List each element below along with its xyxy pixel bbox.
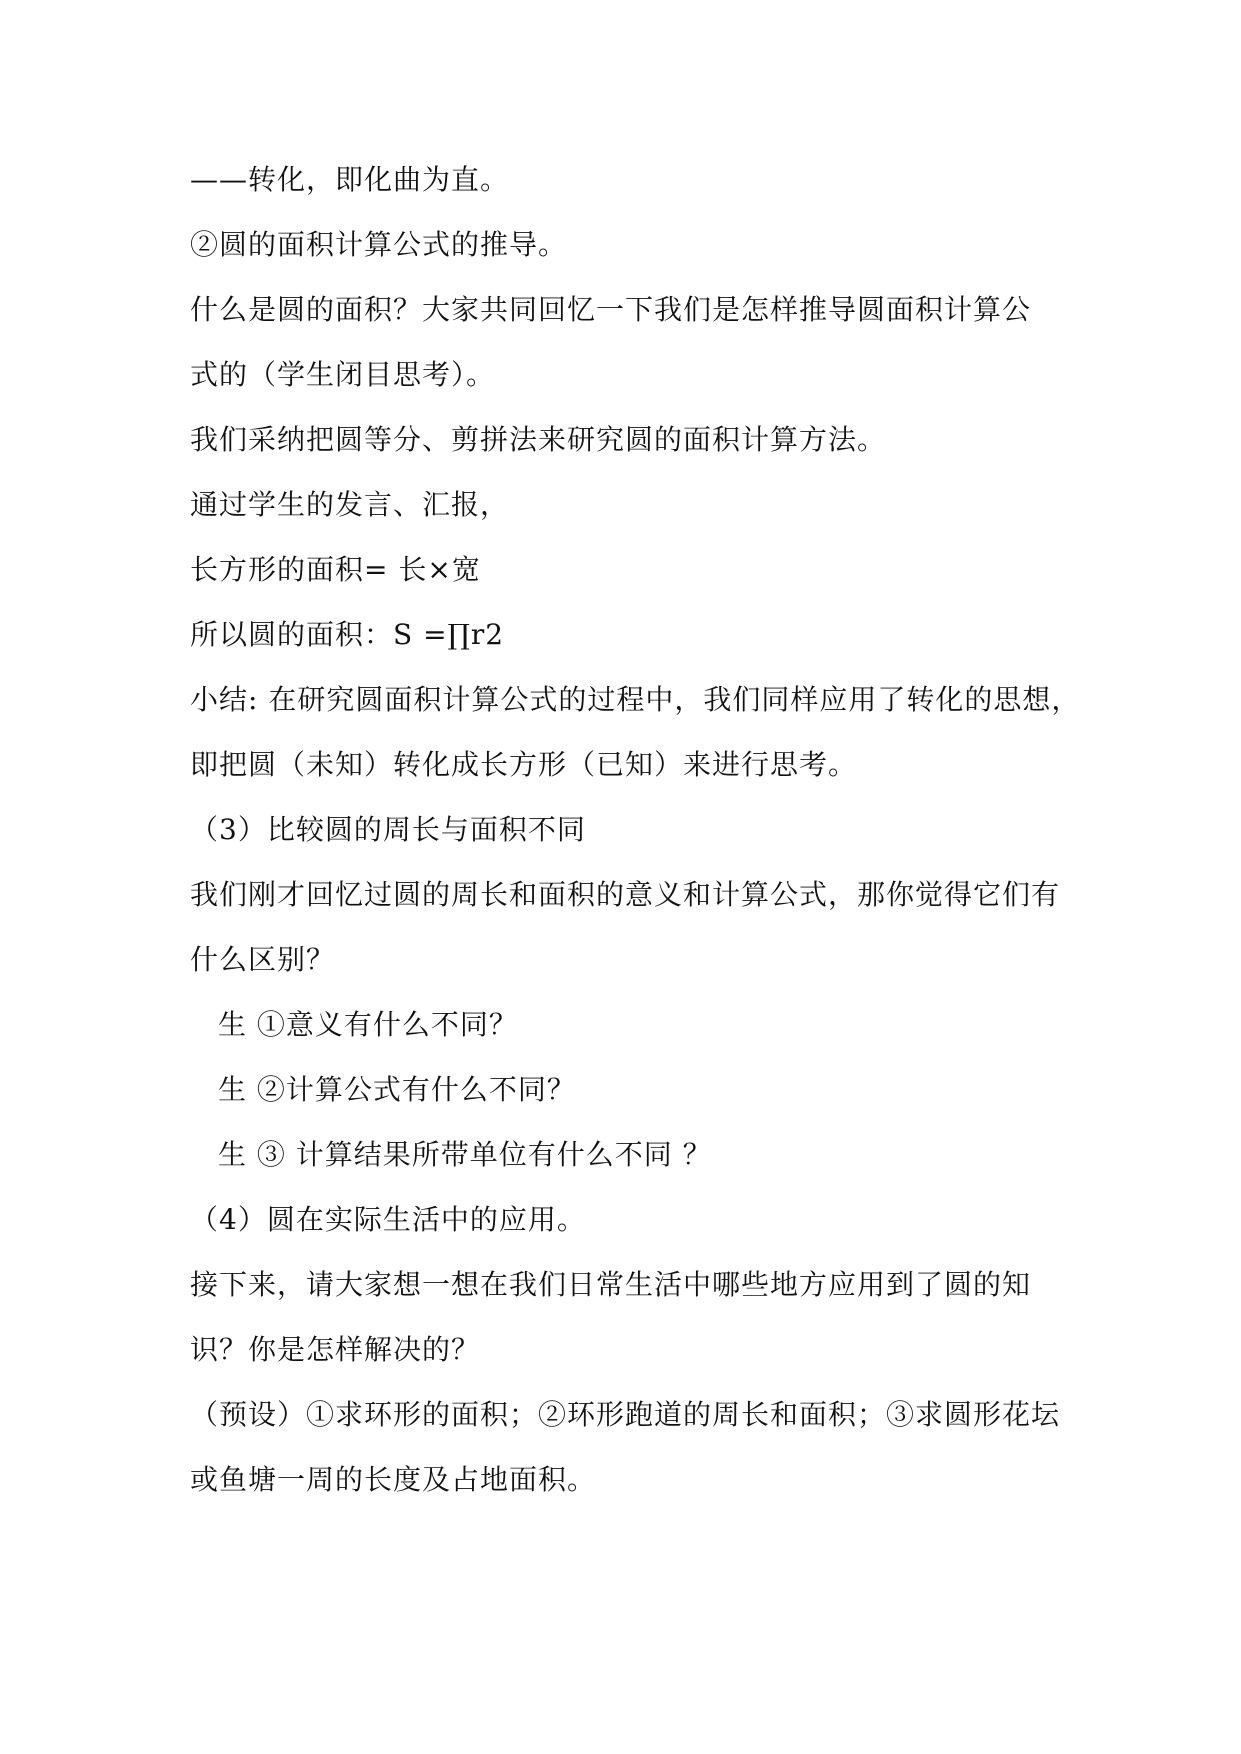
formula-line: 长方形的面积= 长×宽 [190, 553, 481, 586]
text-line: 我们刚才回忆过圆的周长和面积的意义和计算公式，那你觉得它们有 [190, 878, 1061, 911]
student-point: 生 ①意义有什么不同？ [218, 1008, 518, 1041]
text-line: 我们采纳把圆等分、剪拼法来研究圆的面积计算方法。 [190, 423, 887, 456]
text-line: 式的（学生闭目思考）。 [190, 358, 496, 391]
text-line: 通过学生的发言、汇报， [190, 488, 510, 521]
student-point: 生 ②计算公式有什么不同？ [218, 1073, 576, 1106]
text-line: 什么区别？ [190, 943, 336, 976]
section-heading: （4）圆在实际生活中的应用。 [190, 1203, 586, 1236]
text-line: 或鱼塘一周的长度及占地面积。 [190, 1463, 597, 1496]
summary-line: 即把圆（未知）转化成长方形（已知）来进行思考。 [190, 748, 858, 781]
text-line: 什么是圆的面积？大家共同回忆一下我们是怎样推导圆面积计算公 [190, 293, 1032, 326]
text-line: ——转化，即化曲为直。 [190, 163, 510, 196]
formula-line: 所以圆的面积：S =∏r2 [190, 618, 505, 651]
text-line: （预设）①求环形的面积；②环形跑道的周长和面积；③求圆形花坛 [190, 1398, 1061, 1431]
section-heading: （3）比较圆的周长与面积不同 [190, 813, 586, 846]
text-line: 识？你是怎样解决的？ [190, 1333, 481, 1366]
text-line: 接下来，请大家想一想在我们日常生活中哪些地方应用到了圆的知 [190, 1268, 1032, 1301]
student-point: 生 ③ 计算结果所带单位有什么不同 ？ [218, 1138, 712, 1171]
text-line: ②圆的面积计算公式的推导。 [190, 228, 568, 261]
document-body [190, 160, 1081, 1525]
summary-line: 小结: 在研究圆面积计算公式的过程中，我们同样应用了转化的思想， [190, 683, 1081, 716]
